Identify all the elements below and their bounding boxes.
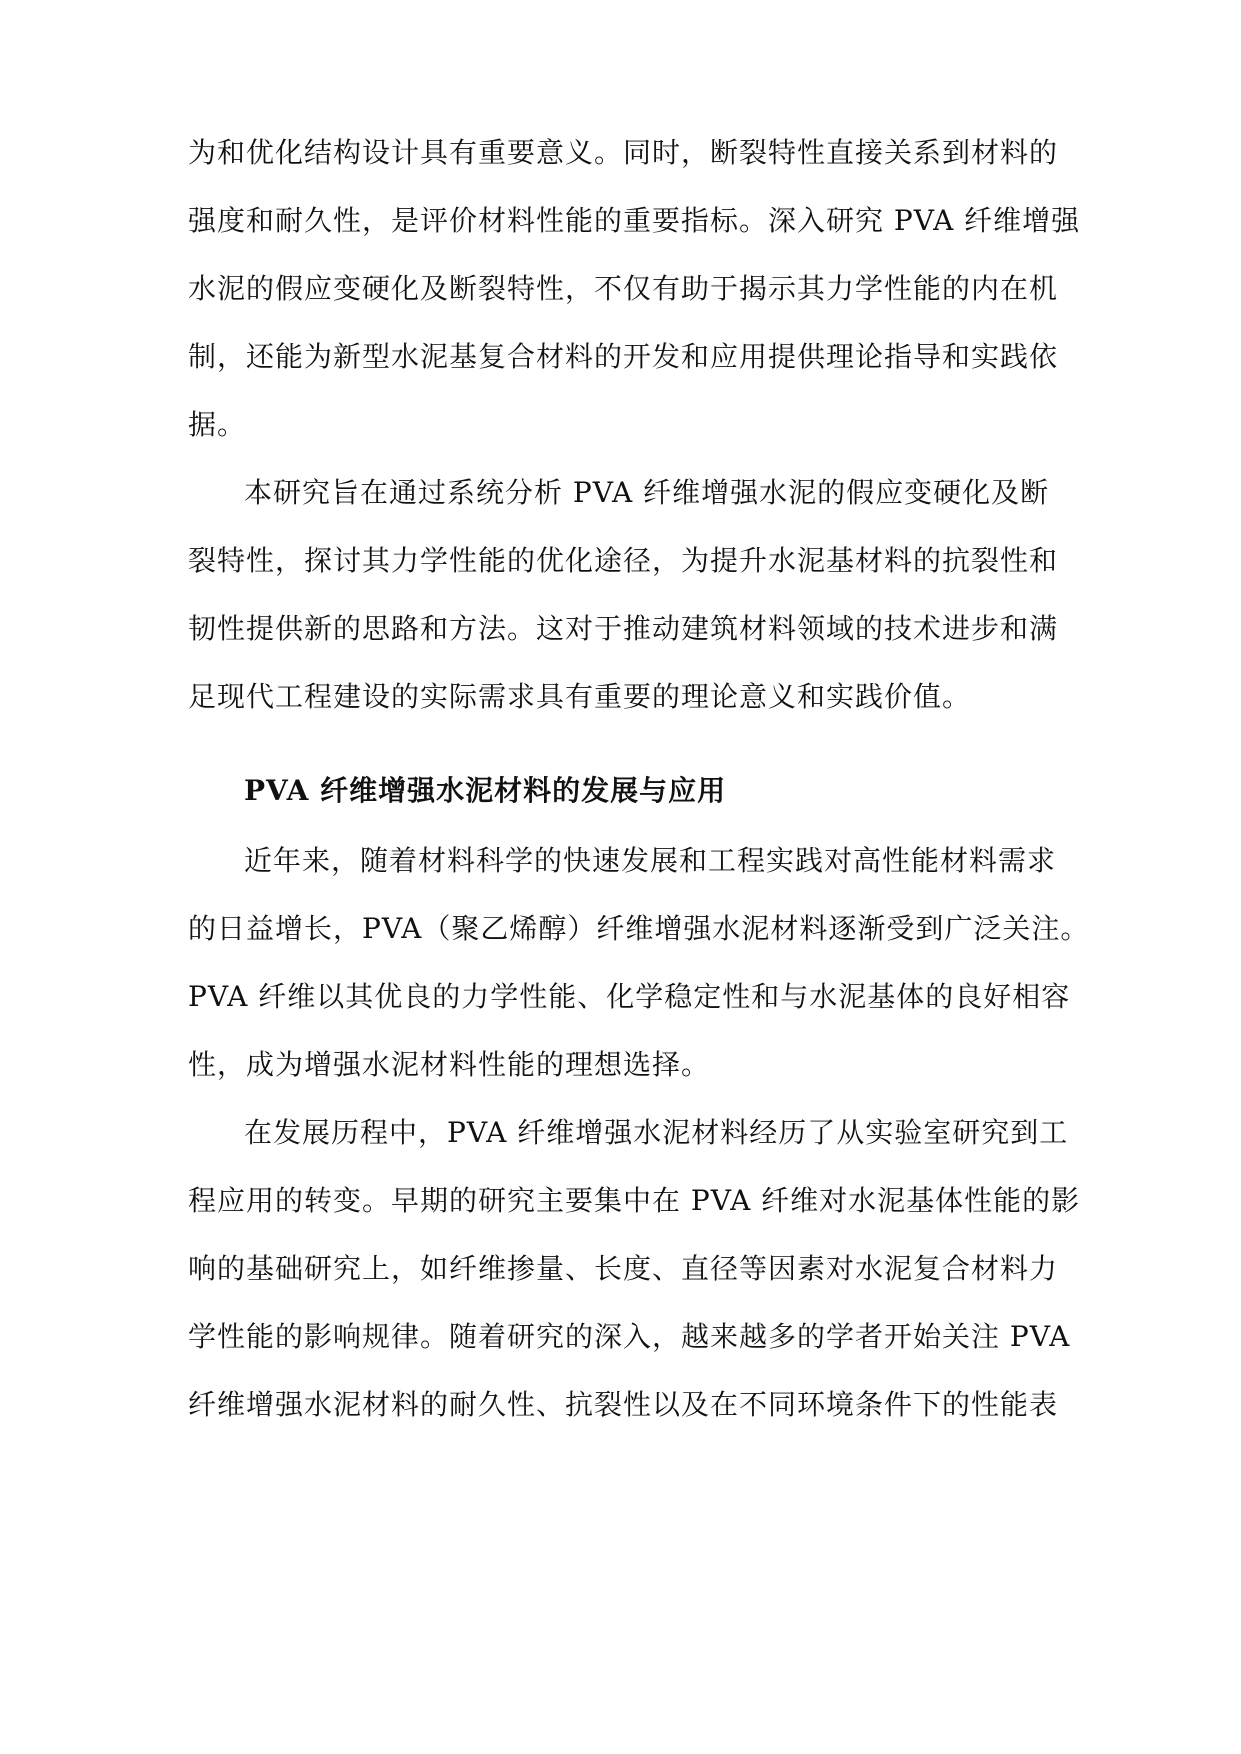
body-text-line: 本研究旨在通过系统分析 PVA 纤维增强水泥的假应变硬化及断	[244, 476, 1050, 509]
body-text-line: 足现代工程建设的实际需求具有重要的理论意义和实践价值。	[188, 680, 972, 713]
body-text-line: 水泥的假应变硬化及断裂特性，不仅有助于揭示其力学性能的内在机	[188, 272, 1059, 305]
body-text-line: 韧性提供新的思路和方法。这对于推动建筑材料领域的技术进步和满	[188, 612, 1059, 645]
body-text-line: 的日益增长，PVA（聚乙烯醇）纤维增强水泥材料逐渐受到广泛关注。	[188, 912, 1090, 945]
body-text-line: 在发展历程中，PVA 纤维增强水泥材料经历了从实验室研究到工	[244, 1116, 1069, 1149]
body-text-line: 学性能的影响规律。随着研究的深入，越来越多的学者开始关注 PVA	[188, 1320, 1071, 1353]
body-text-line: PVA 纤维以其优良的力学性能、化学稳定性和与水泥基体的良好相容	[188, 980, 1071, 1013]
body-text-line: 为和优化结构设计具有重要意义。同时，断裂特性直接关系到材料的	[188, 136, 1059, 169]
body-text-line: 性，成为增强水泥材料性能的理想选择。	[188, 1048, 711, 1081]
body-text-line: 程应用的转变。早期的研究主要集中在 PVA 纤维对水泥基体性能的影	[188, 1184, 1081, 1217]
body-text-line: 制，还能为新型水泥基复合材料的开发和应用提供理论指导和实践依	[188, 340, 1059, 373]
body-text-line: 强度和耐久性，是评价材料性能的重要指标。深入研究 PVA 纤维增强	[188, 204, 1081, 237]
body-text-line: 近年来，随着材料科学的快速发展和工程实践对高性能材料需求	[244, 844, 1057, 877]
body-text-line: 响的基础研究上，如纤维掺量、长度、直径等因素对水泥复合材料力	[188, 1252, 1059, 1285]
section-heading: PVA 纤维增强水泥材料的发展与应用	[244, 774, 727, 807]
body-text-line: 据。	[188, 408, 247, 441]
body-text-line: 纤维增强水泥材料的耐久性、抗裂性以及在不同环境条件下的性能表	[188, 1388, 1059, 1421]
body-text-line: 裂特性，探讨其力学性能的优化途径，为提升水泥基材料的抗裂性和	[188, 544, 1059, 577]
